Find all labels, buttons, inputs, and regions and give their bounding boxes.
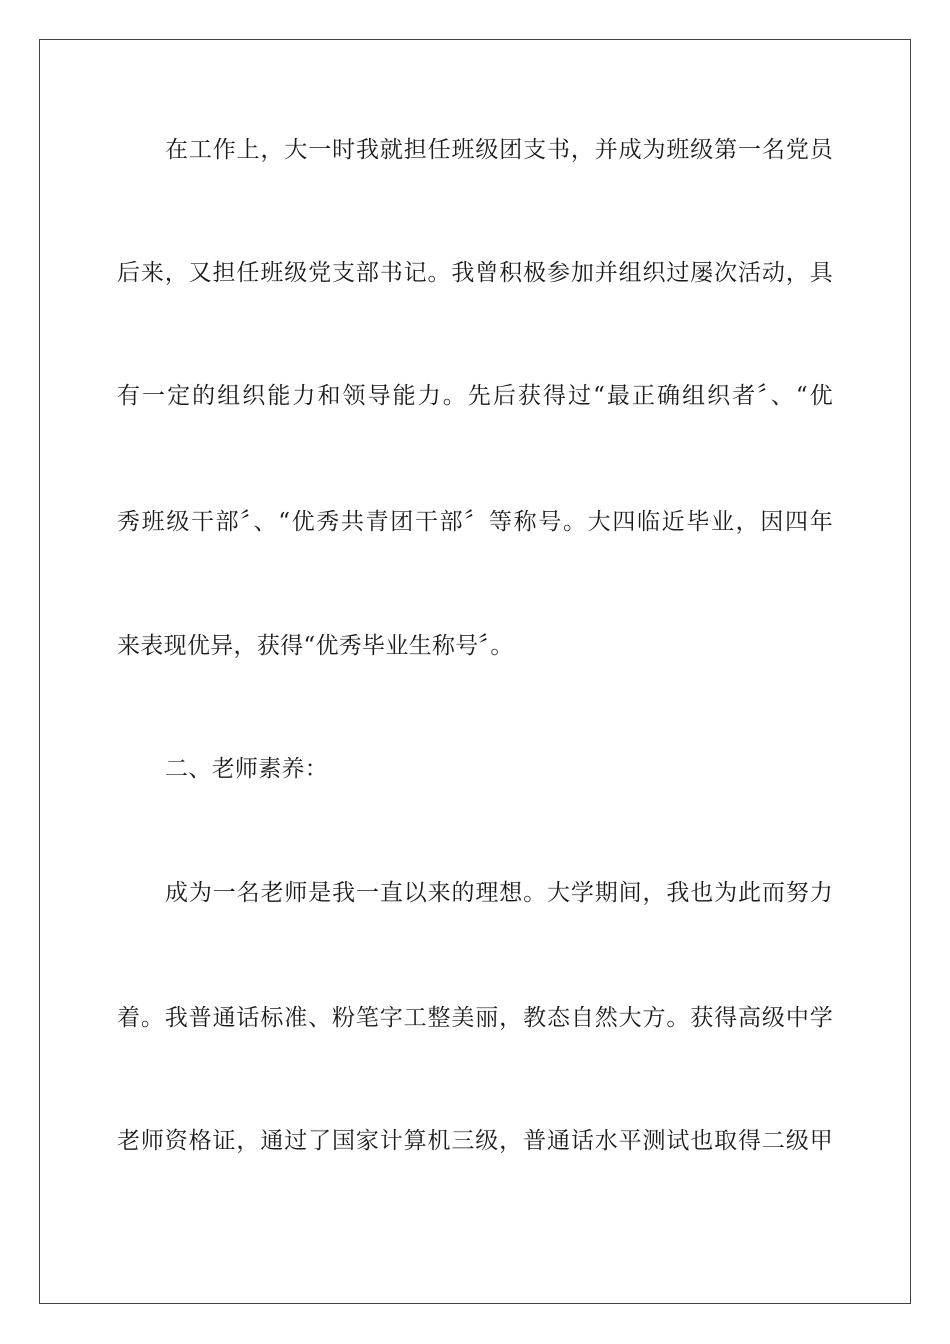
paragraph-line: 在工作上，大一时我就担任班级团支书，并成为班级第一名党员 <box>165 137 833 163</box>
paragraph-line: 秀班级干部〞、“优秀共青团干部〞等称号。大四临近毕业，因四年 <box>117 509 833 535</box>
paragraph-line: 有一定的组织能力和领导能力。先后获得过“最正确组织者〞、“优 <box>117 383 833 409</box>
section-heading: 二、老师素养： <box>165 756 329 782</box>
paragraph-line: 成为一名老师是我一直以来的理想。大学期间，我也为此而努力 <box>165 880 833 906</box>
paragraph-line: 来表现优异，获得“优秀毕业生称号〞。 <box>117 633 514 659</box>
paragraph-line: 着。我普通话标准、粉笔字工整美丽，教态自然大方。获得高级中学 <box>117 1005 833 1031</box>
paragraph-line: 后来，又担任班级党支部书记。我曾积极参加并组织过屡次活动，具 <box>117 260 833 286</box>
page-border <box>39 39 911 1304</box>
paragraph-line: 老师资格证，通过了国家计算机三级，普通话水平测试也取得二级甲 <box>117 1128 833 1154</box>
